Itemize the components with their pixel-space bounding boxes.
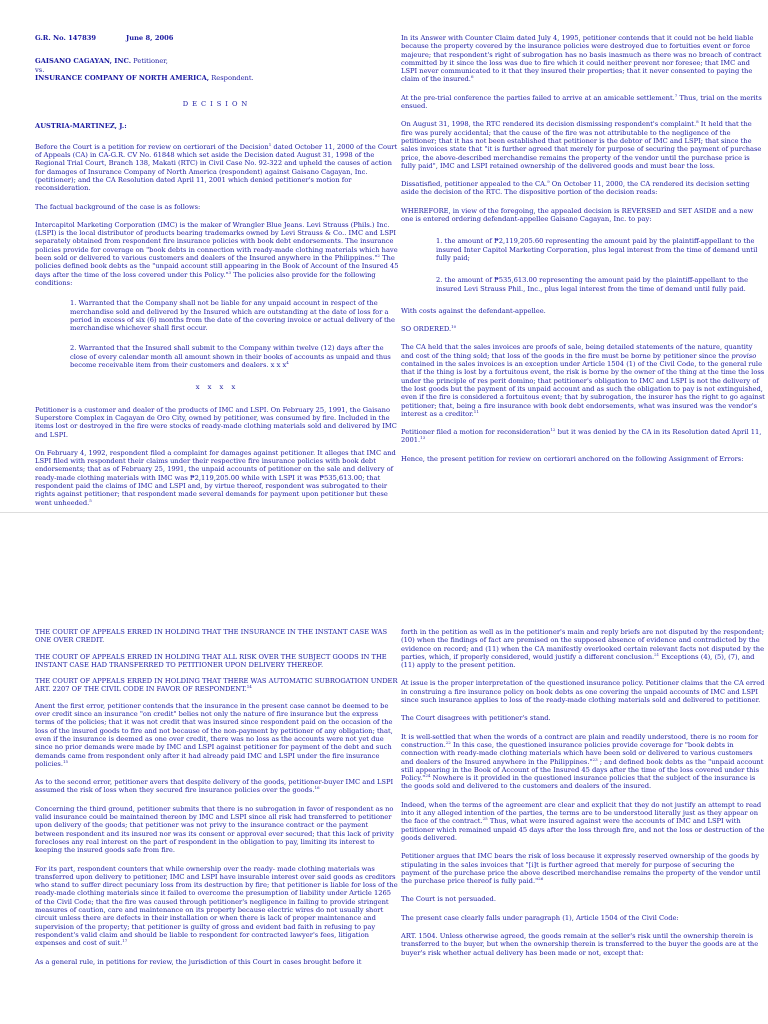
footnote-ref[interactable]: 17	[122, 937, 128, 943]
ellipsis-marker: x x x x	[195, 383, 239, 392]
gr-number: G.R. No. 147839	[35, 34, 97, 42]
footnote-ref[interactable]: 16	[314, 785, 320, 791]
footnote-ref[interactable]: 10	[451, 323, 457, 329]
page1-right-column	[401, 34, 765, 473]
footnote-ref[interactable]: 26	[538, 875, 544, 881]
paragraph: It is well-settled that when the words of a contract are plain and readily understood, there is no room for construction.$^{22}$ In this case, the questioned insurance policies provide coverage for "book debts in connection with ready-made clothing materials which have been sold or delivered to various customers and dealers of the Insured anywhere in the Philippines."$^{23}$ ; and defined book debts as the "unpaid account still appearing in the Book of Account of the Insured 45 days after the time of the loss covered under this Policy."$^{24}$ Nowhere is it provided in the questioned insurance policies that the subject of the insurance is the goods sold and delivered to the customers and dealers of the insured.	[401, 732, 764, 791]
paragraph: The present case clearly falls under paragraph (1), Article 1504 of the Civil Code:	[401, 913, 679, 922]
paragraph: For its part, respondent counters that while ownership over the ready- made clothing materials was transferred upon delivery to petitioner, IMC and LSPI have insurable interest over said goods as creditors who stand to suffer direct pecuniary loss from its destruction by fire; that petitioner is liable for loss of the ready-made clothing materials since it failed to overcome the presumption of liability under Article 1265 of the Civil Code; that the fire was caused through petitioner's negligence in failing to provide stringent measures of caution, care and maintenance on its property because electric wires do not usually short circuit unless there are defects in their installation or when there is lack of proper maintenance and supervision of the property; that petitioner is guilty of gross and evident bad faith in refusing to pay respondent's valid claim and should be liable to respondent for contracted lawyer's fees, litigation expenses and cost of suit.$^{17}$	[35, 864, 398, 948]
paragraph: The factual background of the case is as follows:	[35, 202, 201, 211]
footnote-ref[interactable]: 4	[286, 359, 289, 365]
paragraph: Concerning the third ground, petitioner submits that there is no subrogation in favor of respondent as no valid insurance could be maintained thereon by IMC and LSPI since all risk had transferred to petitioner upon delivery of the goods; that petitioner was not privy to the insurance contract or the payment between respondent and its insured nor was its consent or approval ever secured; that this lack of privity forecloses any real interest on the part of respondent in the obligation to pay, limiting its interest to keeping the insured goods safe from fire.	[35, 804, 394, 855]
paragraph: Before the Court is a petition for review on certiorari of the Decision$^1$ dated October 11, 2000 of the Court of Appeals (CA) in CA-G.R. CV No. 61848 which set aside the Decision dated August 31, 1998 of the Regional Trial Court, Branch 138, Makati (RTC) in Civil Case No. 92-322 and upheld the causes of action for damages of Insurance Company of North America (respondent) against Gaisano Cagayan, Inc. (petitioner); and the CA Resolution dated April 11, 2001 which denied petitioner's motion for reconsideration.	[35, 141, 398, 193]
document-page-2	[0, 512, 768, 1024]
paragraph: Petitioner is a customer and dealer of the products of IMC and LSPI. On February 25, 1991, the Gaisano Superstore Complex in Cagayan de Oro City, owned by petitioner, was consumed by fire. Included in the items lost or destroyed in the fire were stocks of ready-made clothing materials sold and delivered by IMC and LSPI.	[35, 405, 397, 439]
page2-left-column	[35, 628, 399, 976]
footnote-ref[interactable]: 24	[425, 772, 431, 778]
paragraph: On February 4, 1992, respondent filed a complaint for damages against petitioner. It alleges that IMC and LSPI filed with respondent their claims under their respective fire insurance policies with book debt endorsements; that as of February 25, 1991, the unpaid accounts of petitioner on the sale and delivery of ready-made clothing materials with IMC was ₱2,119,205.00 while with LSPI it was ₱535,613.00; that respondent paid the claims of IMC and LSPI and, by virtue thereof, respondent was subrogated to their rights against petitioner; that respondent made several demands for payment upon petitioner but these went unheeded.$^5$	[35, 448, 396, 507]
assignment-of-error-2: THE COURT OF APPEALS ERRED IN HOLDING THAT ALL RISK OVER THE SUBJECT GOODS IN THE INSTANT CASE HAD TRANSFERRED TO PETITIONER UPON DELIVERY THEREOF.	[35, 652, 387, 669]
footnote-ref[interactable]: 15	[62, 758, 69, 764]
respondent-name: INSURANCE COMPANY OF NORTH AMERICA,	[35, 73, 210, 82]
footnote-ref[interactable]: 12	[550, 426, 556, 432]
paragraph: Intercapitol Marketing Corporation (IMC) is the maker of Wrangler Blue Jeans. Levi Strauss (Phils.) Inc. (LSPI) is the local distributor of products bearing trademarks owned by Levi Strauss & Co.. IMC and LSPI separately obtained from respondent fire insurance policies with book debt endorsements. The insurance policies provide for coverage on "book debts in connection with ready-made clothing materials which have been sold or delivered to various customers and dealers of the Insured anywhere in the Philippines."$^2$ The policies defined book debts as the "unpaid account still appearing in the Book of Account of the Insured 45 days after the time of the loss covered under this Policy."$^3$ The policies also provide for the following conditions:	[35, 220, 399, 287]
policy-condition-1: 1. Warranted that the Company shall not be liable for any unpaid account in respect of the merchandise sold and delivered by the Insured which are outstanding at the date of loss for a period in excess of six (6) months from the date of the covering invoice or actual delivery of the merchandise whichever shall first occur.	[70, 299, 395, 333]
footnote-ref[interactable]: 13	[420, 435, 426, 441]
decision-heading: DECISION	[182, 100, 252, 109]
policy-condition-2: 2. Warranted that the Insured shall submit to the Company within twelve (12) days after the close of every calendar month all amount shown in their books of accounts as unpaid and thus become receivable item from their customers and dealers. x x $x^4$	[70, 344, 391, 370]
paragraph: forth in the petition as well as in the petitioner's main and reply briefs are not disputed by the respondent; (10) when the findings of fact are premised on the supposed absence of evidence and contradicted by the evidence on record; and (11) when the CA manifestly overlooked certain relevant facts not disputed by the parties, which, if properly considered, would justify a different conclusion.$^{21}$ Exceptions (4), (5), (7), and (11) apply to the present petition.	[401, 628, 765, 670]
assignment-of-error-1: THE COURT OF APPEALS ERRED IN HOLDING THAT THE INSURANCE IN THE INSTANT CASE WAS ONE OVER CREDIT.	[35, 628, 388, 645]
footnote-ref[interactable]: 23	[592, 756, 598, 762]
dispositive-item-1: 1. the amount of ₱2,119,205.60 representing the amount paid by the plaintiff-appellant to the insured Inter Capitol Marketing Corporation, plus legal interest from the time of demand until fully paid;	[436, 237, 758, 262]
paragraph: Dissatisfied, petitioner appealed to the CA.$^9$ On October 11, 2000, the CA rendered its decision setting aside the decision of the RTC. The dispositive portion of the decision reads:	[401, 178, 750, 197]
page2-right-column	[401, 628, 765, 967]
case-header	[35, 34, 399, 42]
paragraph: At the pre-trial conference the parties failed to arrive at an amicable settlement.$^7$ Thus, trial on the merits ensued.	[401, 92, 762, 111]
footnote-ref[interactable]: 11	[473, 408, 479, 414]
paragraph: ART. 1504. Unless otherwise agreed, the goods remain at the seller's risk until the ownership therein is transferred to the buyer, but when the ownership therein is transferred to the buyer the goods are at the buyer's risk whether actual delivery has been made or not, except that:	[401, 932, 759, 957]
paragraph: The Court is not persuaded.	[401, 895, 496, 904]
decision-date: June 8, 2006	[126, 34, 174, 42]
footnote-ref[interactable]: 3	[228, 269, 232, 275]
footnote-ref[interactable]: 25	[482, 816, 488, 822]
paragraph: Petitioner filed a motion for reconsideration$^{12}$ but it was denied by the CA in its Resolution dated April 11, 2001.13	[401, 426, 762, 445]
footnote-ref[interactable]: 21	[654, 651, 660, 657]
paragraph: SO ORDERED.$^{10}$	[401, 323, 457, 334]
footnote-ref[interactable]: 6	[470, 74, 474, 80]
ponente: AUSTRIA-MARTINEZ, J.:	[35, 122, 127, 131]
paragraph: Petitioner argues that IMC bears the risk of loss because it expressly reserved ownership of the goods by stipulating in the sales invoices that "[i]t is further agreed that merely for purpose of securing the payment of the purchase price the above described merchandise remains the property of the vendor until the purchase price thereof is fully paid."$^{26}$	[401, 852, 761, 886]
footnote-ref[interactable]: 8	[696, 119, 699, 125]
versus: vs.	[35, 65, 45, 74]
paragraph: Hence, the present petition for review on certiorari anchored on the following Assignment of Errors:	[401, 454, 744, 463]
paragraph: On August 31, 1998, the RTC rendered its decision dismissing respondent's complaint.$^8$ It held that the fire was purely accidental; that the cause of the fire was not attributable to the negligence of the petitioner; that it has not been established that petitioner is the debtor of IMC and LSPI; that since the sales invoices state that "it is further agreed that merely for purpose of securing the payment of purchase price, the above-described merchandise remains the property of the vendor until the purchase price is fully paid", IMC and LSPI retained ownership of the delivered goods and must bear the loss.	[401, 119, 762, 170]
paragraph: Anent the first error, petitioner contends that the insurance in the present case cannot be deemed to be over credit since an insurance "on credit" belies not only the nature of fire insurance but the express terms of the policies; that it was not credit that was insured since respondent paid on the occasion of the loss of the insured goods to fire and not because of the non-payment by petitioner of any obligation; that, even if the insurance is deemed as one over credit, there was no loss as the accounts were not yet due since no prior demands were made by IMC and LSPI against petitioner for payment of the debt and such demands came from respondent only after it had already paid IMC and LSPI under the fire insurance policies.$^{15}$	[35, 701, 393, 768]
petitioner-name: GAISANO CAGAYAN, INC.	[35, 57, 132, 66]
footnote-ref[interactable]: 5	[89, 497, 92, 503]
paragraph: As to the second error, petitioner avers that despite delivery of the goods, petitioner-buyer IMC and LSPI assumed the risk of loss when they secured fire insurance policies over the goods.$^{16}$	[35, 778, 394, 795]
paragraph: In its Answer with Counter Claim dated July 4, 1995, petitioner contends that it could not be held liable because the property covered by the insurance policies were destroyed due to fortuities event or force majeure; that respondent's right of subrogation has no basis inasmuch as there was no breach of contract committed by it since the loss was due to fire which it could neither prevent nor foresee; that IMC and LSPI never communicated to it that they insured their properties; that it never consented to paying the claim of the insured.$^6$	[401, 34, 762, 84]
paragraph: The CA held that the sales invoices are proofs of sale, being detailed statements of the nature, quantity and cost of the thing sold; that loss of the goods in the fire must be borne by petitioner since the proviso contained in the sales invoices is an exception under Article 1504 (1) of the Civil Code, to the general rule that if the thing is lost by a fortuitous event, the risk is borne by the owner of the thing at the time the loss under the principle of res perit domino; that petitioner's obligation to IMC and LSPI is not the delivery of the lost goods but the payment of its unpaid account and as such the obligation to pay is not extinguished, even if the fire is considered a fortuitous event; that by subrogation, the insurer has the right to go against petitioner; that, being a fire insurance with book debt endorsements, what was insured was the vendor's interest as a creditor.$^{11}$	[401, 343, 765, 418]
paragraph: At issue is the proper interpretation of the questioned insurance policy. Petitioner claims that the CA erred in construing a fire insurance policy on book debts as one covering the unpaid accounts of IMC and LSPI since such insurance applies to loss of the ready-made clothing materials sold and delivered to petitioner.	[401, 679, 765, 705]
paragraph: WHEREFORE, in view of the foregoing, the appealed decision is REVERSED and SET ASIDE and a new one is entered ordering defendant-appellee Gaisano Cagayan, Inc. to pay:	[401, 206, 754, 224]
footnote-ref[interactable]: 2	[377, 252, 380, 258]
paragraph: Indeed, when the terms of the agreement are clear and explicit that they do not justify an attempt to read into it any alleged intention of the parties, the terms are to be understood literally just as they appear on the face of the contract.$^{25}$ Thus, what were insured against were the accounts of IMC and LSPI with petitioner which remained unpaid 45 days after the loss through fire, and not the loss or destruction of the goods delivered.	[401, 800, 765, 842]
paragraph: With costs against the defendant-appellee.	[401, 306, 546, 315]
footnote-ref[interactable]: 22	[445, 739, 451, 745]
footnote-ref[interactable]: 1	[268, 141, 272, 147]
assignment-of-error-3: THE COURT OF APPEALS ERRED IN HOLDING THAT THERE WAS AUTOMATIC SUBROGATION UNDER ART. 2207 OF THE CIVIL CODE IN FAVOR OF RESPONDENT.$^{14}$	[35, 677, 398, 694]
footnote-ref[interactable]: 7	[674, 92, 678, 98]
dispositive-item-2: 2. the amount of ₱535,613.00 representing the amount paid by the plaintiff-appellant to the insured Levi Strauss Phil., Inc., plus legal interest from the time of demand until fully paid.	[436, 276, 749, 293]
footnote-ref[interactable]: 9	[547, 178, 550, 184]
footnote-ref[interactable]: 14	[246, 684, 252, 690]
paragraph: The Court disagrees with petitioner's stand.	[401, 714, 551, 723]
page1-left-column	[35, 34, 399, 512]
paragraph: As a general rule, in petitions for review, the jurisdiction of this Court in cases brought before it	[35, 957, 362, 966]
case-caption: GAISANO CAGAYAN, INC. Petitioner, vs. INSURANCE COMPANY OF NORTH AMERICA, Respondent.	[35, 57, 399, 82]
